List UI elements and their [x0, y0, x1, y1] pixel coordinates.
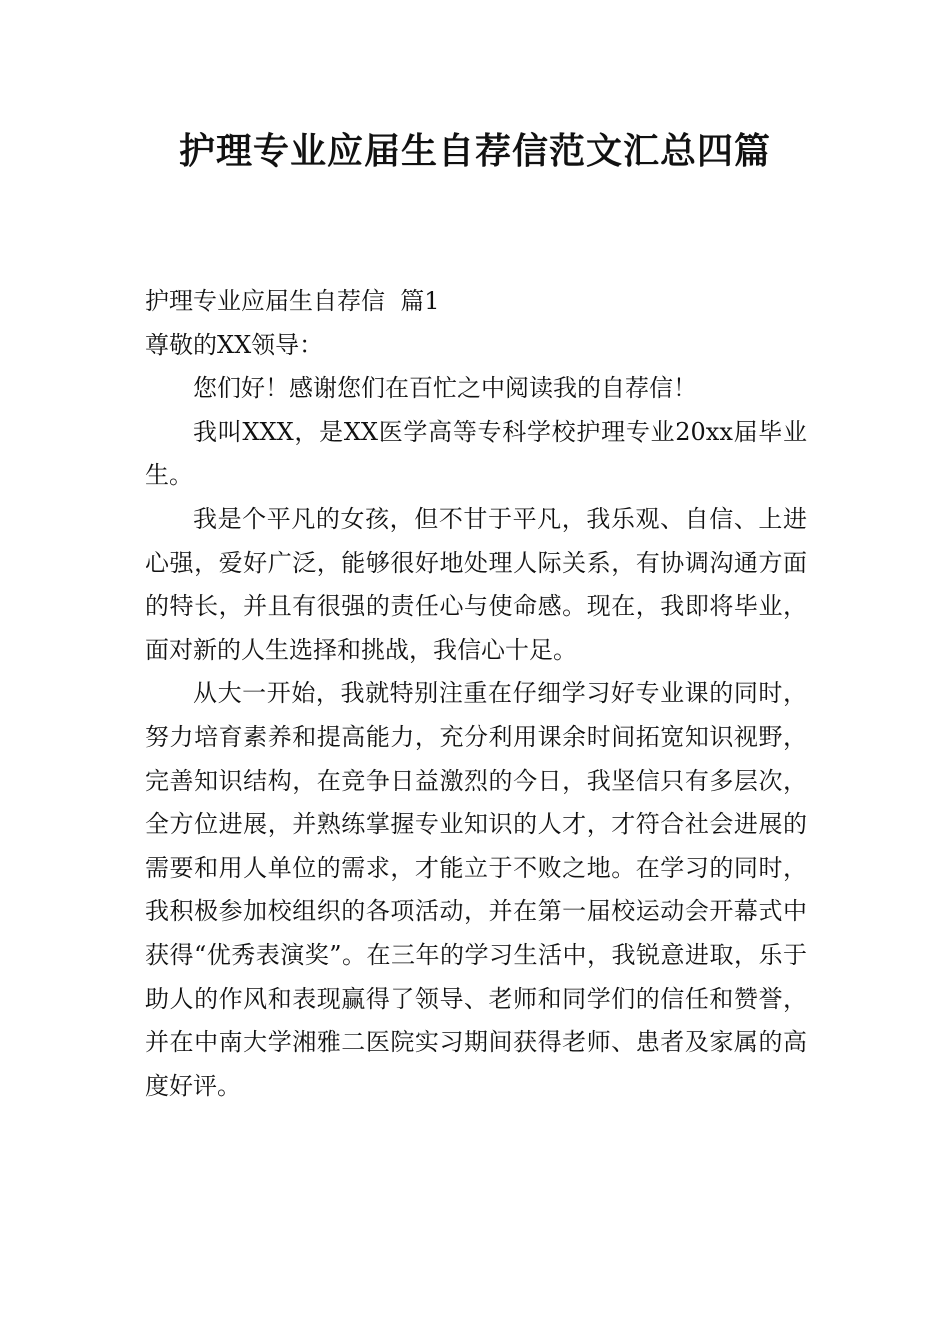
document-body: [145, 280, 807, 1108]
paragraph-personality: 我是个平凡的女孩，但不甘于平凡，我乐观、自信、上进心强，爱好广泛，能够很好地处理人际关系，有协调沟通方面的特长，并且有很强的责任心与使命感。现在，我即将毕业，面对新的人生选择和挑战，我信心十足。: [145, 504, 807, 664]
paragraph-greeting: 您们好！感谢您们在百忙之中阅读我的自荐信！: [193, 374, 697, 403]
paragraph-introduction: 我叫XXX，是XX医学高等专科学校护理专业20xx届毕业生。: [145, 417, 807, 490]
section-heading: 护理专业应届生自荐信 篇1: [145, 287, 440, 315]
document-title: 护理专业应届生自荐信范文汇总四篇: [178, 131, 771, 172]
salutation: 尊敬的XX领导：: [145, 330, 324, 359]
paragraph-study-experience: 从大一开始，我就特别注重在仔细学习好专业课的同时，努力培育素养和提高能力，充分利用课余时间拓宽知识视野，完善知识结构，在竞争日益激烈的今日，我坚信只有多层次，全方位进展，并熟练掌握专业知识的人才，才符合社会进展的需要和用人单位的需求，才能立于不败之地。在学习的同时，我积极参加校组织的各项活动，并在第一届校运动会开幕式中获得“优秀表演奖”。在三年的学习生活中，我锐意进取，乐于助人的作风和表现赢得了领导、老师和同学们的信任和赞誉，并在中南大学湘雅二医院实习期间获得老师、患者及家属的高度好评。: [145, 679, 807, 1100]
